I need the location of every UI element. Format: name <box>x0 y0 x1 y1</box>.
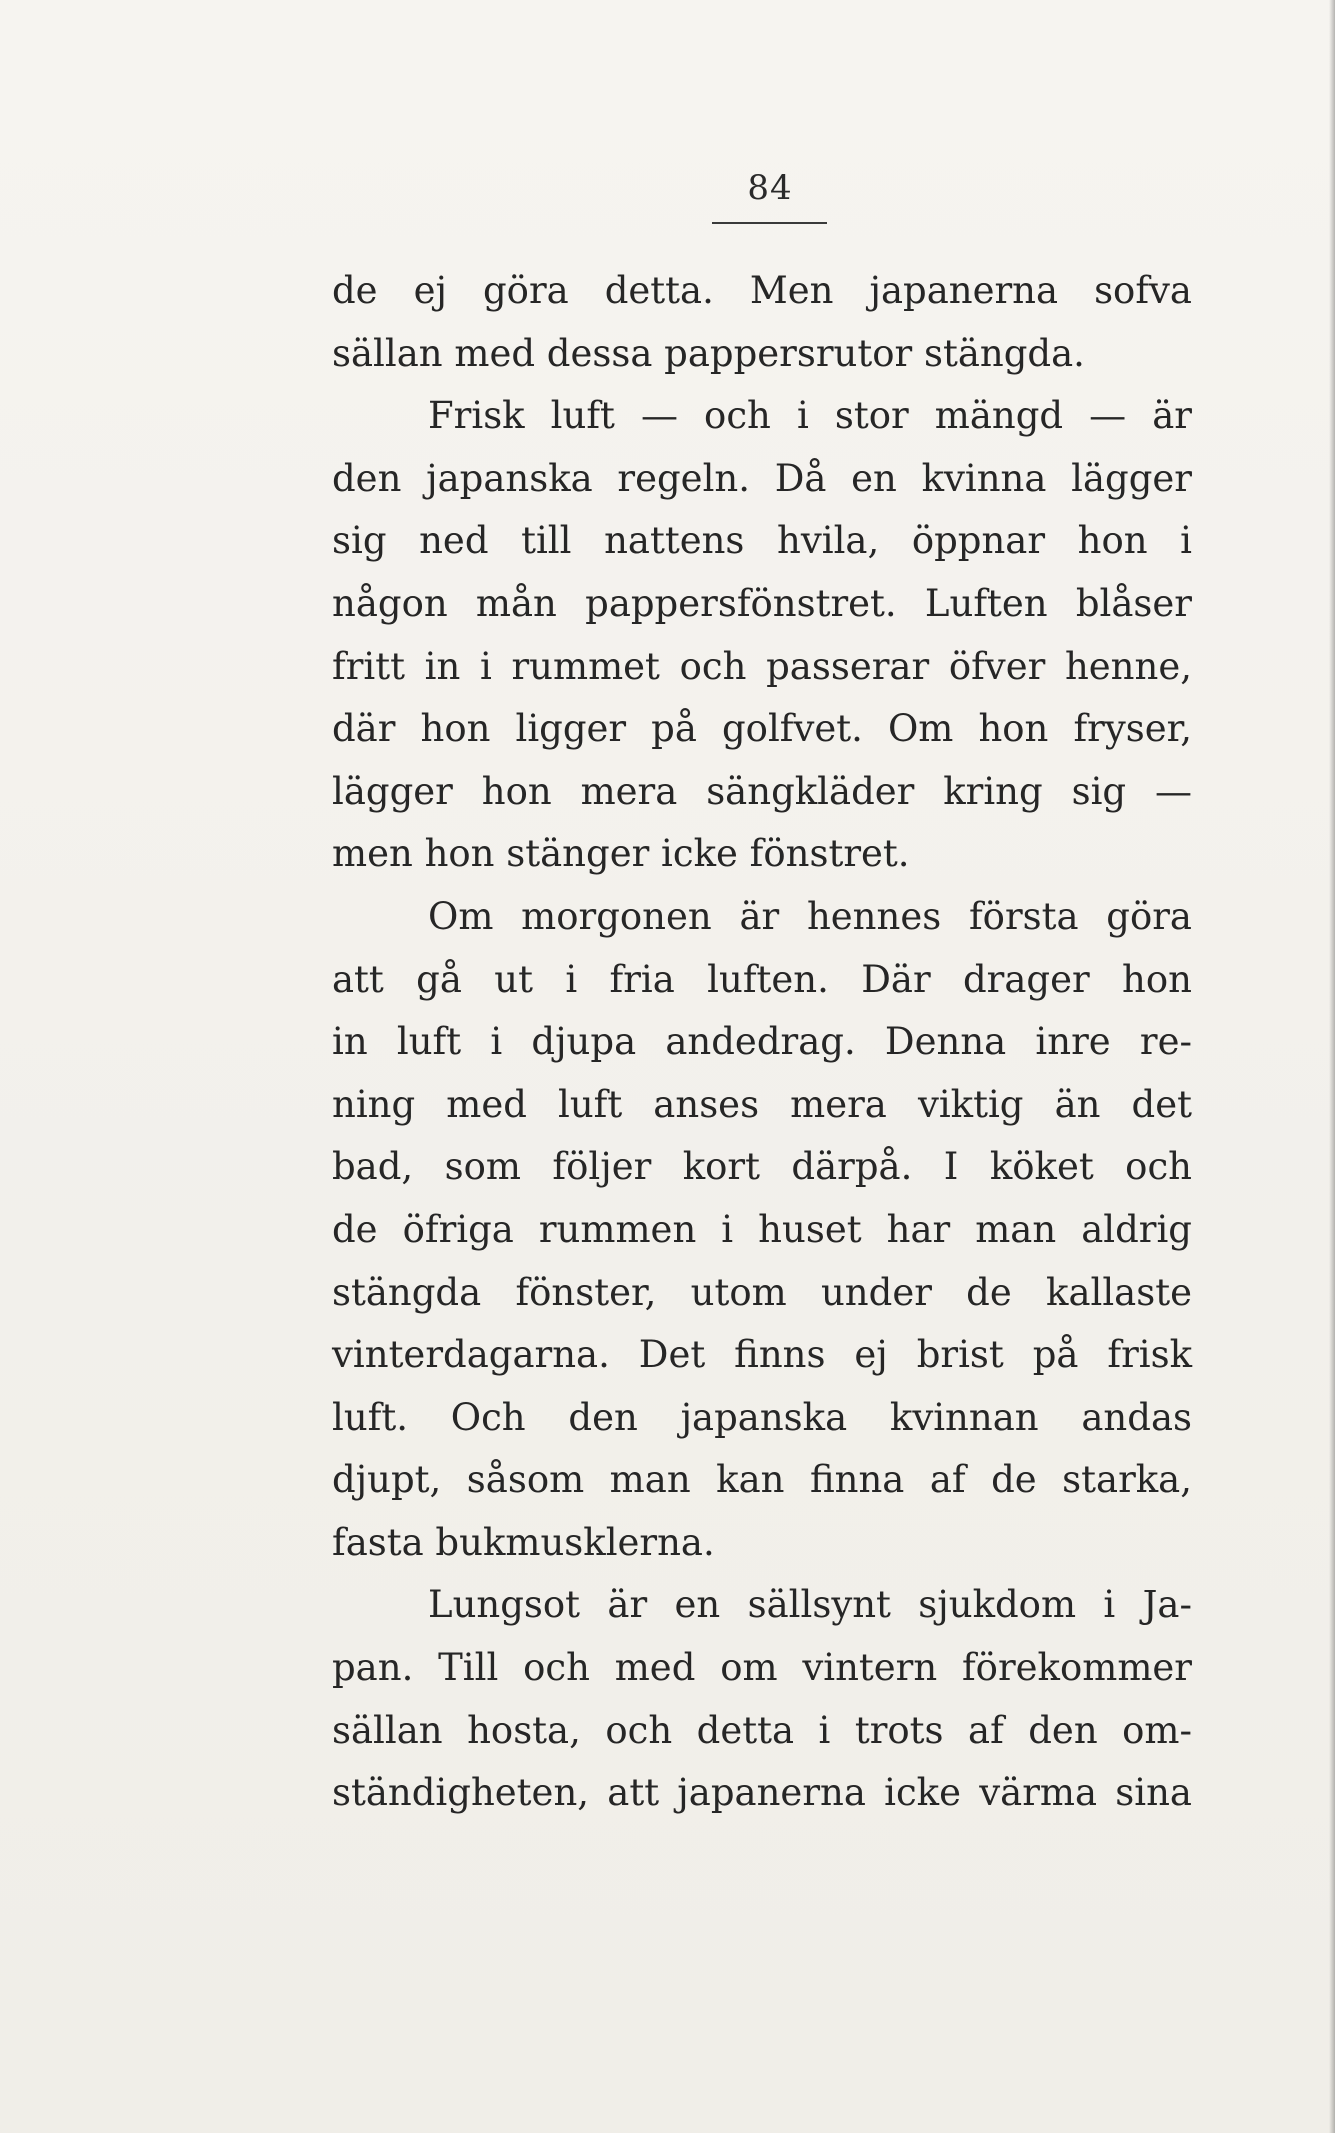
text-line: någon mån pappersfönstret. Luften blåser <box>332 581 1192 625</box>
text-line: vinterdagarna. Det finns ej brist på frisk <box>332 1333 1192 1377</box>
text-line: den japanska regeln. Då en kvinna lägger <box>332 456 1192 500</box>
text-line: ning med luft anses mera viktig än det <box>332 1082 1192 1126</box>
page-number-rule <box>712 222 827 224</box>
text-line: fritt in i rummet och passerar öfver henne, <box>332 644 1192 688</box>
text-line: fasta bukmusklerna. <box>332 1520 715 1564</box>
text-line: ständigheten, att japanerna icke värma sina <box>332 1771 1192 1815</box>
text-line: Frisk luft — och i stor mängd — är <box>428 394 1192 438</box>
text-line: där hon ligger på golfvet. Om hon fryser, <box>332 707 1192 751</box>
text-line: stängda fönster, utom under de kallaste <box>332 1270 1192 1314</box>
page-number: 84 <box>747 168 793 208</box>
text-line: sig ned till nattens hvila, öppnar hon i <box>332 519 1192 563</box>
text-line: luft. Och den japanska kvinnan andas <box>332 1395 1192 1439</box>
text-line: bad, som följer kort därpå. I köket och <box>332 1145 1192 1189</box>
text-line: Lungsot är en sällsynt sjukdom i Ja- <box>428 1583 1192 1627</box>
text-line: de öfriga rummen i huset har man aldrig <box>332 1207 1192 1251</box>
text-line: Om morgonen är hennes första göra <box>428 894 1192 938</box>
text-line: de ej göra detta. Men japanerna sofva <box>332 269 1192 312</box>
text-line: att gå ut i fria luften. Där drager hon <box>332 957 1192 1001</box>
page-edge-shadow <box>1329 0 1335 2133</box>
text-line: pan. Till och med om vintern förekommer <box>332 1646 1192 1690</box>
text-line: sällan hosta, och detta i trots af den om- <box>332 1708 1192 1752</box>
text-line: lägger hon mera sängkläder kring sig — <box>332 769 1192 813</box>
text-line: djupt, såsom man kan finna af de starka, <box>332 1458 1192 1502</box>
body-text <box>332 260 1192 1825</box>
text-line: in luft i djupa andedrag. Denna inre re- <box>332 1020 1192 1064</box>
text-line: men hon stänger icke fönstret. <box>332 832 910 876</box>
text-line: sällan med dessa pappersrutor stängda. <box>332 331 1085 375</box>
